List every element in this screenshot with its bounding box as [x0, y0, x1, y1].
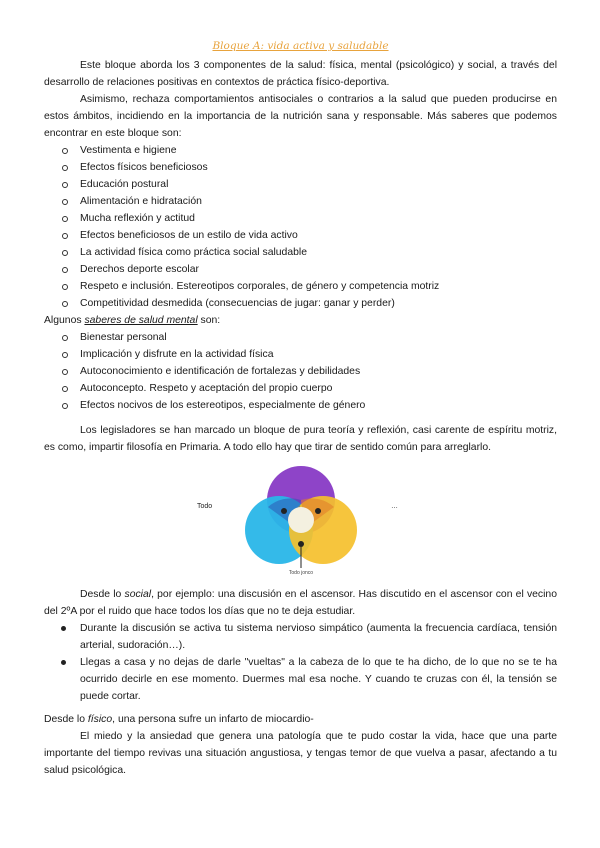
list-item: Efectos nocivos de los estereotipos, especialmente de género	[44, 397, 557, 414]
list-item: Autoconcepto. Respeto y aceptación del propio cuerpo	[44, 380, 557, 397]
document-page	[44, 38, 557, 779]
list-item: Efectos beneficiosos de un estilo de vida activo	[44, 227, 557, 244]
social-paragraph	[44, 586, 557, 620]
list-item: Implicación y disfrute en la actividad física	[44, 346, 557, 363]
saberes-list	[44, 142, 557, 312]
venn-dot-bottom	[298, 541, 304, 547]
social-prefix: Desde lo	[80, 589, 125, 600]
list-item: Vestimenta e higiene	[44, 142, 557, 159]
venn-center	[288, 507, 314, 533]
venn-left-label: Todo	[196, 503, 212, 510]
legisladores-paragraph: Los legisladores se han marcado un bloque de pura teoría y reflexión, casi carente de espíritu motriz, es como, impartir filosofía en Primaria. A todo ello hay que tirar de sentido común para arreglarlo.	[44, 425, 557, 453]
venn-right-label: …	[390, 503, 398, 510]
venn-dot-left	[281, 508, 287, 514]
list-item: Bienestar personal	[44, 329, 557, 346]
list-item: Competitividad desmedida (consecuencias de jugar: ganar y perder)	[44, 295, 557, 312]
fisico-intro	[44, 711, 557, 728]
fisico-prefix: Desde lo	[44, 714, 88, 725]
page-title: Bloque A: vida activa y saludable	[212, 40, 389, 52]
fisico-word: físico	[87, 714, 113, 725]
list-item: Educación postural	[44, 176, 557, 193]
list-item: La actividad física como práctica social saludable	[44, 244, 557, 261]
venn-dot-right	[315, 508, 321, 514]
fisico-paragraph: El miedo y la ansiedad que genera una patología que te pudo costar la vida, hace que una parte importante del tiempo revivas una situación angustiosa, y tengas temor de que vuelva a pasar, afectando a tu salud psicológica.	[44, 731, 557, 776]
social-word: social	[124, 589, 152, 600]
mental-intro-link: saberes de salud mental	[84, 315, 198, 326]
list-item: Efectos físicos beneficiosos	[44, 159, 557, 176]
list-item: Alimentación e hidratación	[44, 193, 557, 210]
social-suffix: , por ejemplo: una discusión en el ascensor. Has discutido en el ascensor con el vecino del 2ºA por el ruido que hace todos los días que no te deja estudiar.	[44, 589, 557, 617]
fisico-suffix: , una persona sufre un infarto de miocardio-	[112, 714, 314, 725]
social-list	[44, 620, 557, 705]
list-item: Derechos deporte escolar	[44, 261, 557, 278]
list-item: Llegas a casa y no dejas de darle "vueltas" a la cabeza de lo que te ha dicho, de lo que no se te ha ocurrido decirle en ese momento. Duermes mal esa noche. Y cuando te cruzas con él, la tensión se puede cortar.	[44, 654, 557, 705]
venn-svg	[181, 464, 421, 576]
intro-paragraph-2: Asimismo, rechaza comportamientos antisociales o contrarios a la salud que pueden producirse en estos ámbitos, incidiendo en la importancia de la nutrición sana y responsable. Más saberes que podemos encontrar en este bloque son:	[44, 94, 557, 139]
list-item: Respeto e inclusión. Estereotipos corporales, de género y competencia motriz	[44, 278, 557, 295]
mental-list	[44, 329, 557, 414]
list-item: Durante la discusión se activa tu sistema nervioso simpático (aumenta la frecuencia cardíaca, tensión arterial, sudoración…).	[44, 620, 557, 654]
intro-paragraph-1: Este bloque aborda los 3 componentes de la salud: física, mental (psicológico) y social, a través del desarrollo de relaciones positivas en contextos de práctica físico-deportiva.	[44, 60, 557, 88]
mental-intro-suffix: son:	[197, 315, 221, 326]
list-item: Autoconocimiento e identificación de fortalezas y debilidades	[44, 363, 557, 380]
list-item: Mucha reflexión y actitud	[44, 210, 557, 227]
mental-intro-prefix: Algunos	[44, 315, 85, 326]
mental-intro	[44, 312, 557, 329]
venn-bottom-label: Todo jonco	[288, 570, 313, 576]
venn-diagram	[44, 464, 557, 576]
